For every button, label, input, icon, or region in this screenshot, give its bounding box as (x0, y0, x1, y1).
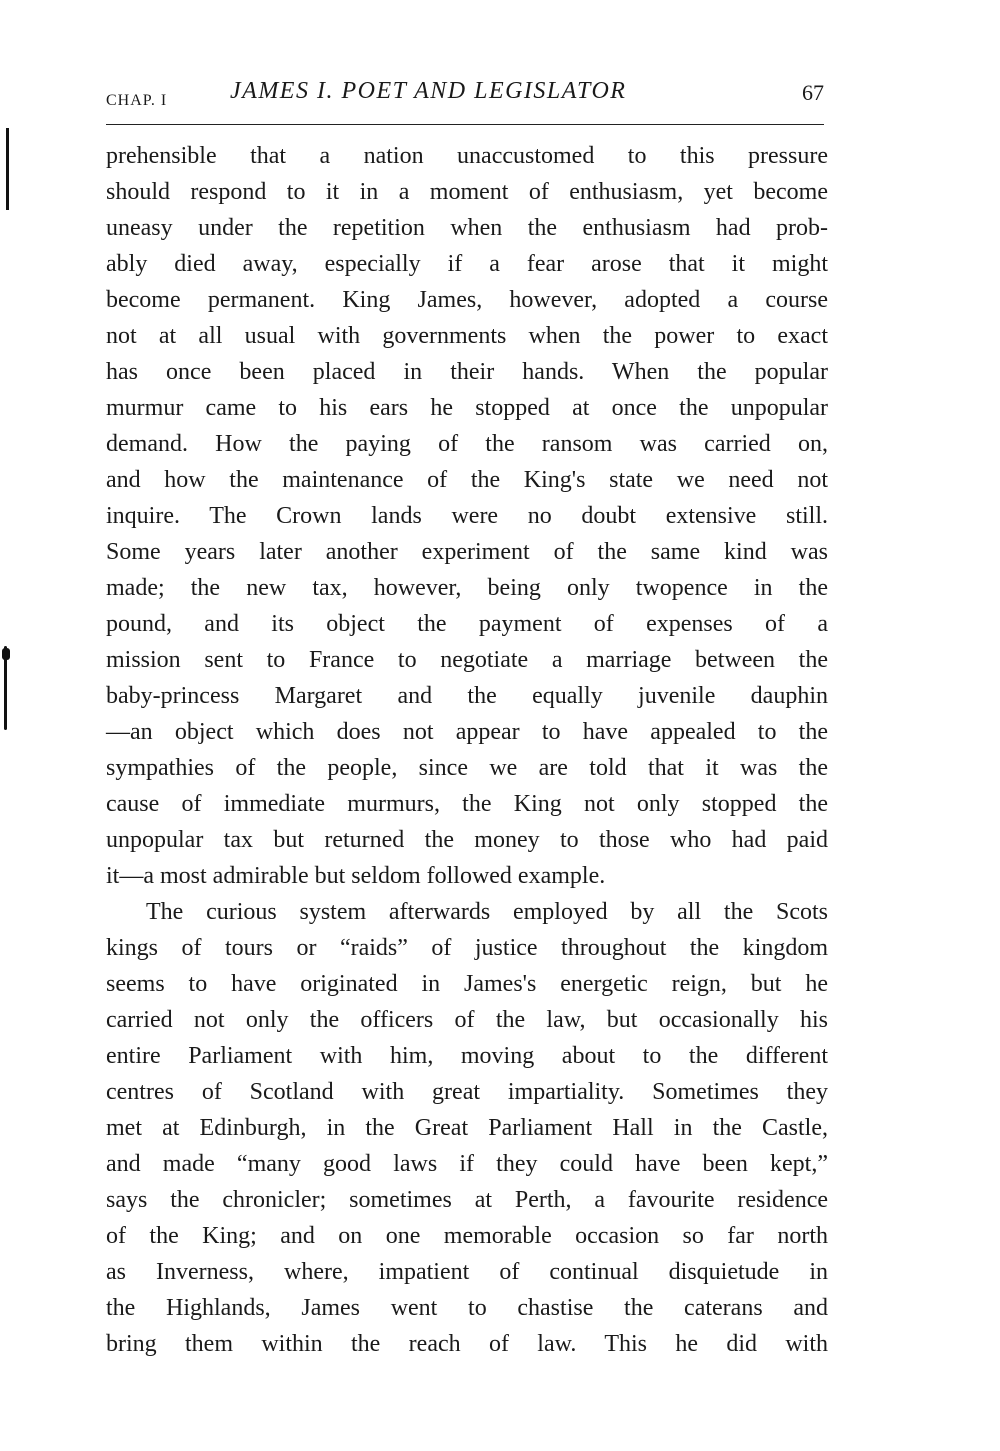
text-line: kings of tours or “raids” of justice throughout the kingdom (106, 935, 828, 961)
running-title: JAMES I. POET AND LEGISLATOR (230, 78, 627, 104)
text-line: the Highlands, James went to chastise the caterans and (106, 1295, 828, 1321)
text-line: and made “many good laws if they could have been kept,” (106, 1151, 828, 1177)
paragraph (106, 138, 828, 894)
text-line: not at all usual with governments when the power to exact (106, 323, 828, 349)
scan-mark-top (6, 128, 9, 210)
text-line: become permanent. King James, however, adopted a course (106, 287, 828, 313)
scan-dot (2, 648, 10, 660)
text-line: —an object which does not appear to have appealed to the (106, 719, 828, 745)
body-text (106, 138, 828, 1362)
text-line: should respond to it in a moment of enthusiasm, yet become (106, 179, 828, 205)
text-line: sympathies of the people, since we are told that it was the (106, 755, 828, 781)
text-line: seems to have originated in James's energetic reign, but he (106, 971, 828, 997)
text-line: Some years later another experiment of the same kind was (106, 539, 828, 565)
text-line: baby-princess Margaret and the equally juvenile dauphin (106, 683, 828, 709)
page-number: 67 (802, 80, 824, 105)
text-line: entire Parliament with him, moving about to the different (106, 1043, 828, 1069)
text-line: of the King; and on one memorable occasion so far north (106, 1223, 828, 1249)
text-line: as Inverness, where, impatient of continual disquietude in (106, 1259, 828, 1285)
text-line: centres of Scotland with great impartiality. Sometimes they (106, 1079, 828, 1105)
text-line: demand. How the paying of the ransom was carried on, (106, 431, 828, 457)
paragraph (106, 894, 828, 1362)
text-line: cause of immediate murmurs, the King not only stopped the (106, 791, 828, 817)
chapter-label: CHAP. I (106, 92, 168, 109)
text-line: inquire. The Crown lands were no doubt extensive still. (106, 503, 828, 529)
header-rule (106, 124, 824, 125)
text-line: unpopular tax but returned the money to those who had paid (106, 827, 828, 853)
text-line: it—a most admirable but seldom followed example. (106, 863, 606, 889)
text-line: pound, and its object the payment of expenses of a (106, 611, 828, 637)
text-line: says the chronicler; sometimes at Perth, a favourite residence (106, 1187, 828, 1213)
text-line: prehensible that a nation unaccustomed to this pressure (106, 143, 828, 169)
text-line: The curious system afterwards employed by all the Scots (146, 899, 828, 925)
text-line: made; the new tax, however, being only twopence in the (106, 575, 828, 601)
text-line: bring them within the reach of law. This he did with (106, 1331, 828, 1357)
text-line: mission sent to France to negotiate a marriage between the (106, 647, 828, 673)
text-line: uneasy under the repetition when the enthusiasm had prob- (106, 215, 828, 241)
text-line: met at Edinburgh, in the Great Parliament Hall in the Castle, (106, 1115, 828, 1141)
text-line: has once been placed in their hands. When the popular (106, 359, 828, 385)
text-line: carried not only the officers of the law, but occasionally his (106, 1007, 828, 1033)
running-header (106, 78, 824, 118)
text-line: ably died away, especially if a fear arose that it might (106, 251, 828, 277)
text-line: and how the maintenance of the King's state we need not (106, 467, 828, 493)
text-line: murmur came to his ears he stopped at once the unpopular (106, 395, 828, 421)
